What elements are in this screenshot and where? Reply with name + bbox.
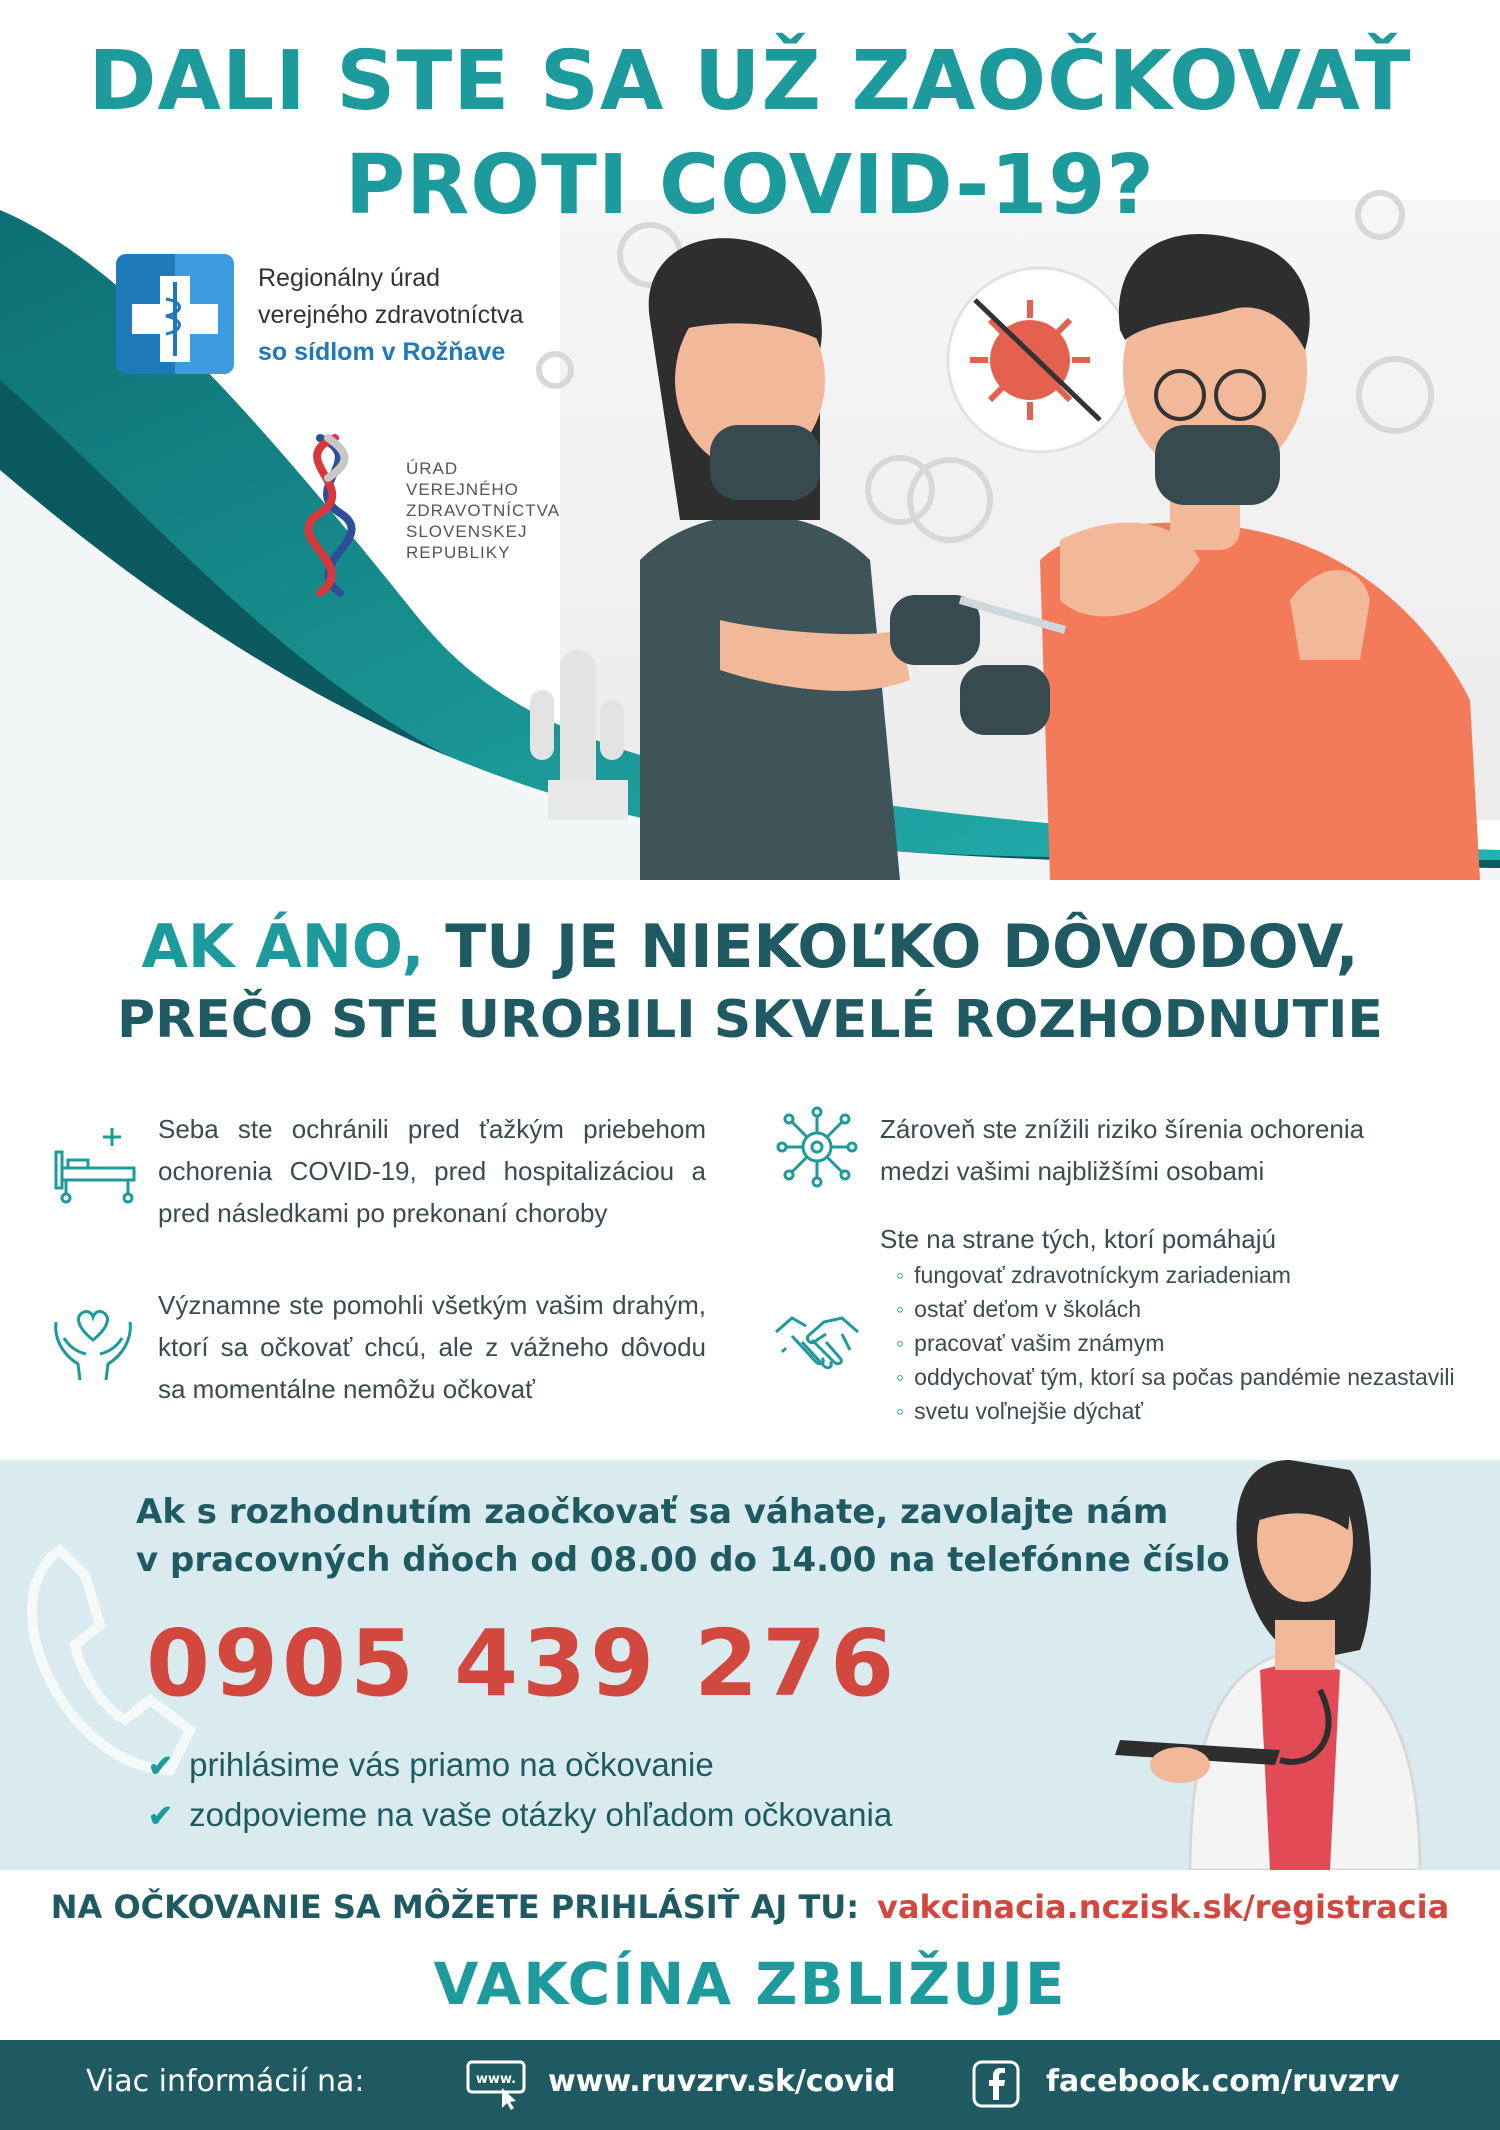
check-item-label: prihlásime vás priamo na očkovanie [189,1746,714,1783]
headline-line-2: PROTI COVID-19? [345,138,1155,233]
uvz-logo-line-5: REPUBLIKY [406,543,511,562]
uvz-logo-line-4: SLOVENSKEJ [406,522,528,541]
reason-3-text: Zároveň ste znížili riziko šírenia ochorenia medzi vašimi najbližšími osobami [880,1114,1365,1186]
check-item-label: zodpovieme na vaše otázky ohľadom očkovania [189,1796,893,1833]
phone-number[interactable]: 0905 439 276 [146,1610,899,1717]
check-item [148,1796,892,1834]
list-item: ◦ pracovať vašim známym [896,1326,1496,1360]
list-item: ◦ fungovať zdravotníckym zariadeniam [896,1258,1496,1292]
footer-facebook-link[interactable]: facebook.com/ruvzrv [1046,2064,1400,2099]
check-icon: ✔ [148,1800,174,1833]
registration-line [0,1888,1500,1926]
check-item [148,1746,714,1784]
ruvz-logo-line-2: verejného zdravotníctva [258,301,524,329]
footer [0,2040,1500,2130]
reasons-subtitle: PREČO STE UROBILI SKVELÉ ROZHODNUTIE [117,990,1383,1050]
caring-hands-heart-icon [48,1298,138,1388]
virus-network-icon [772,1102,862,1192]
reason-2-text: Významne ste pomohli všetkým vašim drahým, ktorí sa očkovať chcú, ale z vážneho dôvodu sa momentálne nemôžu očkovať [158,1290,706,1404]
list-item: ◦ ostať deťom v školách [896,1292,1496,1326]
uvz-logo [280,418,600,608]
medical-cross-icon [116,254,234,374]
footer-label: Viac informácií na: [86,2064,365,2099]
registration-label: NA OČKOVANIE SA MÔŽETE PRIHLÁSIŤ AJ TU: [50,1888,860,1926]
call-text-line-2: v pracovných dňoch od 08.00 do 14.00 na telefónne číslo [136,1540,1230,1580]
ruvz-logo-line-3: so sídlom v Rožňave [258,338,506,366]
reasons-title-accent: AK ÁNO, [141,912,425,982]
hero-background [0,0,1500,880]
hero-section [0,0,1500,880]
uvz-logo-line-1: ÚRAD [406,459,459,478]
no-virus-bubble [948,268,1132,452]
reason-4-text: Ste na strane tých, ktorí pomáhajú [880,1224,1276,1254]
call-text-line-1: Ak s rozhodnutím zaočkovať sa váhate, zavolajte nám [136,1492,1169,1532]
reasons-title-rest: TU JE NIEKOĽKO DÔVODOV, [445,912,1359,982]
dna-helix-icon [280,418,390,608]
reason-4-bullets [896,1258,1496,1428]
footer-website-link[interactable]: www.ruvzrv.sk/covid [548,2064,896,2099]
ruvz-logo-line-1: Regionálny úrad [258,264,441,292]
doctor-illustration [1100,1460,1500,1870]
uvz-logo-line-2: VEREJNÉHO [406,480,519,499]
uvz-logo-line-3: ZDRAVOTNÍCTVA [406,501,561,520]
ruvz-logo [116,254,546,374]
check-icon: ✔ [148,1750,174,1783]
facebook-icon [972,2060,1020,2108]
reasons-title [0,912,1500,982]
handshake-icon [772,1296,862,1386]
hospital-bed-icon [48,1122,138,1212]
website-icon [466,2058,528,2110]
reason-1-text: Seba ste ochránili pred ťažkým priebehom ochorenia COVID-19, pred hospitalizáciou a pred následkami po prekonaní choroby [158,1114,706,1228]
call-section [0,1460,1500,1870]
slogan: VAKCÍNA ZBLIŽUJE [433,1950,1067,2018]
list-item: ◦ svetu voľnejšie dýchať [896,1394,1496,1428]
website-icon-label: www. [475,2072,517,2087]
list-item: ◦ oddychovať tým, ktorí sa počas pandémie nezastavili [896,1360,1496,1394]
headline-line-1: DALI STE SA UŽ ZAOČKOVAŤ [88,34,1412,129]
registration-link[interactable]: vakcinacia.nczisk.sk/registracia [877,1888,1450,1926]
